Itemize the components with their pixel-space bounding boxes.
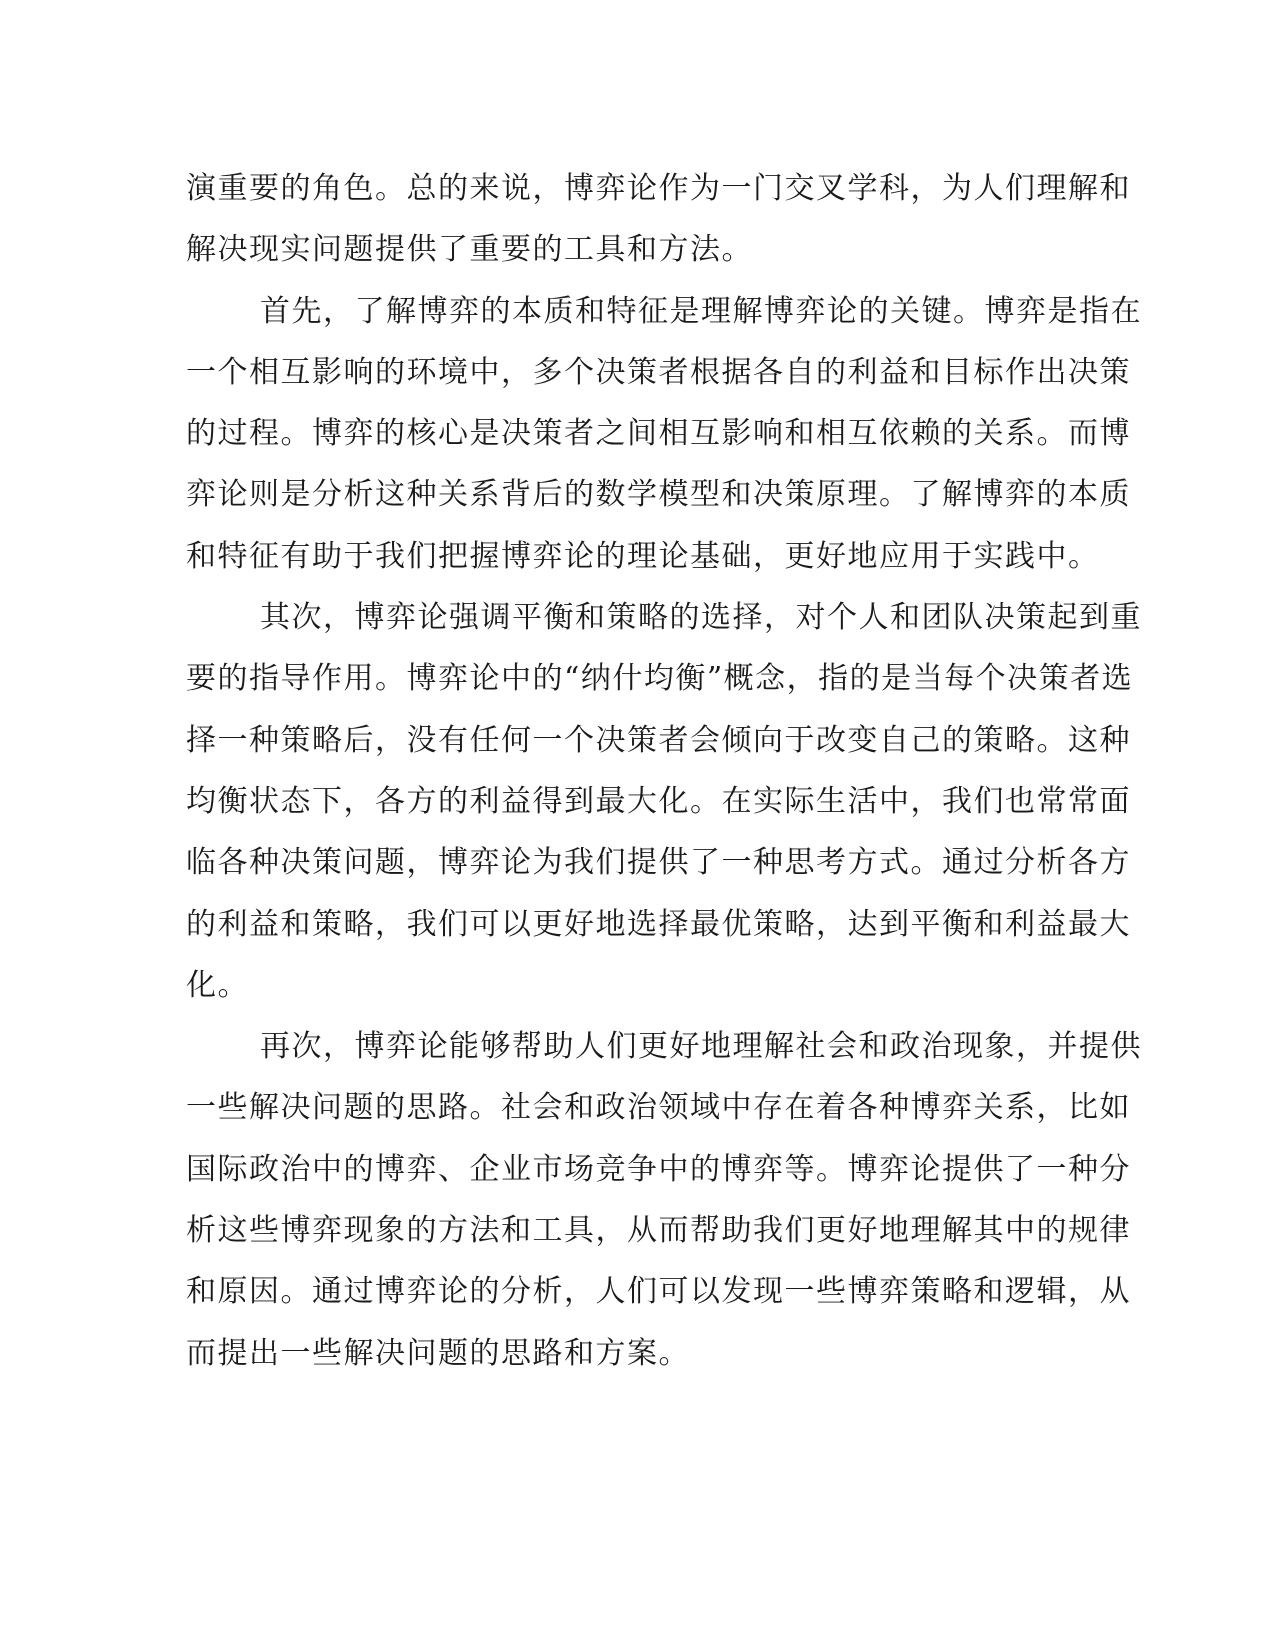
body-text — [186, 158, 1142, 1384]
text-line: 解决现实问题提供了重要的工具和方法。 — [186, 232, 753, 268]
text-line: 演重要的角色。总的来说，博弈论作为一门交叉学科，为人们理解和 — [186, 171, 1131, 206]
text-line: 和原因。通过博弈论的分析，人们可以发现一些博弈策略和逻辑，从 — [186, 1274, 1131, 1310]
text-line: 要的指导作用。博弈论中的“纳什均衡”概念，指的是当每个决策者选 — [186, 661, 1134, 697]
text-line: 弈论则是分析这种关系背后的数学模型和决策原理。了解博弈的本质 — [186, 477, 1131, 513]
paragraph-first-line: 首先，了解博弈的本质和特征是理解博弈论的关键。博弈是指在 — [260, 293, 1142, 329]
text-line: 择一种策略后，没有任何一个决策者会倾向于改变自己的策略。这种 — [186, 722, 1131, 758]
text-line: 和特征有助于我们把握博弈论的理论基础，更好地应用于实践中。 — [186, 538, 1100, 574]
text-line: 析这些博弈现象的方法和工具，从而帮助我们更好地理解其中的规律 — [186, 1213, 1131, 1249]
text-line: 一些解决问题的思路。社会和政治领域中存在着各种博弈关系，比如 — [186, 1090, 1131, 1126]
text-line: 化。 — [186, 967, 249, 1003]
text-line: 一个相互影响的环境中，多个决策者根据各自的利益和目标作出决策 — [186, 354, 1131, 390]
text-line: 而提出一些解决问题的思路和方案。 — [186, 1335, 690, 1371]
text-line: 均衡状态下，各方的利益得到最大化。在实际生活中，我们也常常面 — [186, 783, 1131, 819]
text-line: 临各种决策问题，博弈论为我们提供了一种思考方式。通过分析各方 — [186, 845, 1131, 881]
paragraph-first-line: 再次，博弈论能够帮助人们更好地理解社会和政治现象，并提供 — [260, 1029, 1142, 1065]
text-line: 的过程。博弈的核心是决策者之间相互影响和相互依赖的关系。而博 — [186, 416, 1131, 452]
text-line: 的利益和策略，我们可以更好地选择最优策略，达到平衡和利益最大 — [186, 906, 1131, 942]
paragraph-first-line: 其次，博弈论强调平衡和策略的选择，对个人和团队决策起到重 — [260, 600, 1142, 636]
text-line: 国际政治中的博弈、企业市场竞争中的博弈等。博弈论提供了一种分 — [186, 1151, 1131, 1187]
